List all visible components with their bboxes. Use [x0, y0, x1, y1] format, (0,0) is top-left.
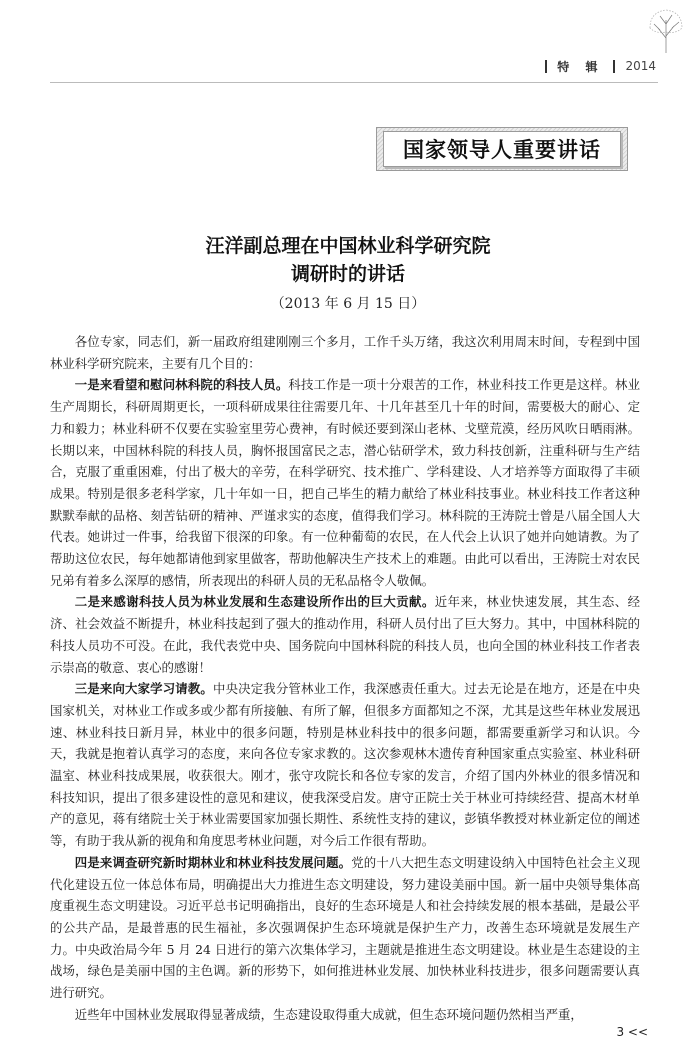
article-body: [50, 331, 640, 1026]
paragraph-point-3: [50, 678, 640, 852]
article-date: （2013 年 6 月 15 日）: [270, 296, 426, 312]
section-banner: [376, 127, 628, 171]
article-title: [0, 232, 696, 288]
paragraph-intro: 各位专家，同志们，新一届政府组建刚刚三个多月，工作千头万绪，我这次利用周末时间，专程到中国林业科学研究院来，主要有几个目的：: [50, 334, 640, 371]
header-year: 2014: [625, 59, 656, 73]
page-header: [545, 56, 656, 76]
point-1-text: 科技工作是一项十分艰苦的工作，林业科技工作更是这样。林业生产周期长，科研周期更长，一项科研成果往往需要几年、十几年甚至几十年的时间，需要极大的耐心、定力和毅力；林业科研不仅要在实验室里劳心费神，有时候还要到深山老林、戈壁荒漠，经历风吹日晒雨淋。长期以来，中国林科院的科技人员，胸怀报国富民之志，潜心钻研学术，致力科技创新，注重科研与生产结合，克服了重重困难，付出了极大的辛劳，在科学研究、技术推广、学科建设、人才培养等方面取得了丰硕成果。特别是很多老科学家，几十年如一日，把自己毕生的精力献给了林业科技事业。林业科技工作者这种默默奉献的品格、刻苦钻研的精神、严谨求实的态度，值得我们学习。林科院的王涛院士曾是八届全国人大代表。她讲过一件事，给我留下很深的印象。有一位种葡萄的农民，在人代会上认识了她并向她请教。为了帮助这位农民，每年她都请他到家里做客，帮助他解决生产技术上的难题。由此可以看出，王涛院士对农民兄弟有着多么深厚的感情，所表现出的科研人员的无私品格令人敬佩。: [50, 377, 641, 588]
point-3-heading: 三是来向大家学习请教。: [74, 681, 213, 697]
point-4-text: 党的十八大把生态文明建设纳入中国特色社会主义现代化建设五位一体总体布局，明确提出大力推进生态文明建设，努力建设美丽中国。新一届中央领导集体高度重视生态文明建设。习近平总书记明确指出，良好的生态环境是人和社会持续发展的根本基础，是最公平的公共产品，是最普惠的民生福祉，多次强调保护生态环境就是保护生产力，改善生态环境就是发展生产力。中央政治局今年 5 月 24 日进行的第六次集体学习，主题就是推进生态文明建设。林业是生态建设的主战场，绿色是美丽中国的主色调。新的形势下，如何推进林业发展、加快林业科技进步，很多问题需要认真进行研究。: [50, 854, 640, 1001]
paragraph-closing: 近些年中国林业发展取得显著成绩，生态建设取得重大成就，但生态环境问题仍然相当严重，: [74, 1006, 583, 1022]
header-rule: [50, 82, 658, 83]
point-4-heading: 四是来调查研究新时期林业和林业科技发展问题。: [74, 854, 352, 870]
article-title-line1: 汪洋副总理在中国林业科学研究院: [205, 235, 491, 257]
banner-text: 国家领导人重要讲话: [383, 131, 621, 167]
tree-icon: [646, 8, 686, 54]
paragraph-point-4: [50, 852, 640, 1004]
paragraph-point-1: [50, 374, 640, 591]
point-1-heading: 一是来看望和慰问林科院的科技人员。: [74, 377, 289, 393]
header-bar-left: [545, 60, 547, 73]
point-2-text: 近年来，林业快速发展，其生态、经济、社会效益不断提升，林业科技起到了强大的推动作用，科研人员付出了巨大努力。其中，中国林科院的科技人员功不可没。在此，我代表党中央、国务院向中国林科院的科技人员，也向全国的林业科技工作者表示崇高的敬意、衷心的感谢！: [50, 594, 641, 675]
point-3-text: 中央决定我分管林业工作，我深感责任重大。过去无论是在地方，还是在中央国家机关，对林业工作或多或少都有所接触、有所了解，但很多方面都知之不深，尤其是这些年林业发展迅速、林业科技日新月异，林业中的很多问题，特别是林业科技中的很多问题，都需要重新学习和认识。今天，我就是抱着认真学习的态度，来向各位专家求教的。这次参观林木遗传育种国家重点实验室、林业科研温室、林业科技成果展，收获很大。刚才，张守攻院长和各位专家的发言，介绍了国内外林业的很多情况和科技知识，提出了很多建设性的意见和建议，使我深受启发。唐守正院士关于林业可持续经营、提高木材单产的意见，蒋有绪院士关于林业需要国家加强长期性、系统性支持的建议，彭镇华教授对林业新定位的阐述等，有助于我从新的视角和角度思考林业问题，对今后工作很有帮助。: [50, 681, 640, 849]
header-bar-right: [613, 60, 615, 73]
paragraph-point-2: [50, 591, 640, 678]
article-title-line2: 调研时的讲话: [290, 263, 405, 285]
section-label: 特 辑: [557, 59, 604, 74]
point-2-heading: 二是来感谢科技人员为林业发展和生态建设所作出的巨大贡献。: [74, 594, 435, 610]
page-number: 3 <<: [616, 1025, 648, 1039]
